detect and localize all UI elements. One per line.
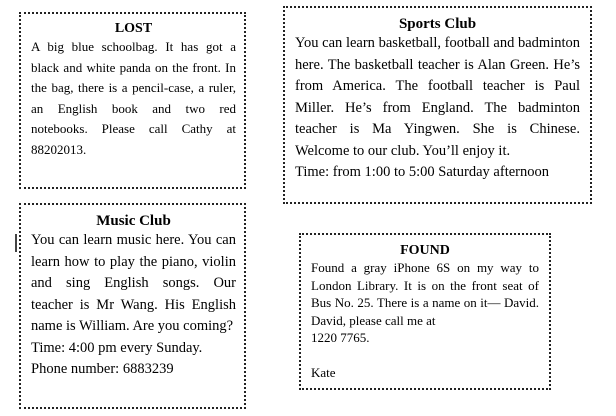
music-club-text: You can learn music here. You can learn how to play the piano, violin and sing English songs. Our teacher is Mr Wang. His English name is William. Are you coming? xyxy=(31,232,236,334)
found-notice-text: Found a gray iPhone 6S on my way to London Library. It is on the front seat of Bus No. 25. There is a name on it— David. David, please call me at xyxy=(311,260,539,328)
sports-club-text: You can learn basketball, football and badminton here. The basketball teacher is Alan Green. He’s from America. The football teacher is Paul Miller. He’s from England. The badminton teacher is Ma Yingwen. She is Chinese. Welcome to our club. You’ll enjoy it. xyxy=(295,35,580,159)
lost-notice-title: LOST xyxy=(114,21,153,36)
music-club-title: Music Club xyxy=(96,213,171,229)
found-notice-title: FOUND xyxy=(400,243,450,258)
music-club-time: Time: 4:00 pm every Sunday. xyxy=(31,339,203,356)
music-club-phone: Phone number: 6883239 xyxy=(31,361,174,377)
found-notice xyxy=(299,233,551,390)
sports-club-notice xyxy=(283,6,592,204)
sports-club-title: Sports Club xyxy=(398,16,477,32)
music-club-notice xyxy=(19,203,246,409)
found-notice-signature: Kate xyxy=(311,364,336,380)
found-notice-phone: 1220 7765. xyxy=(311,330,370,346)
sports-club-time: Time: from 1:00 to 5:00 Saturday afternoon xyxy=(295,164,549,180)
lost-notice xyxy=(19,12,246,189)
margin-mark xyxy=(15,234,17,252)
lost-notice-text: A big blue schoolbag. It has got a black and white panda on the front. In the bag, there is a pencil-case, a ruler, an English book and two red notebooks. Please call Cathy at 88202013. xyxy=(31,39,236,157)
